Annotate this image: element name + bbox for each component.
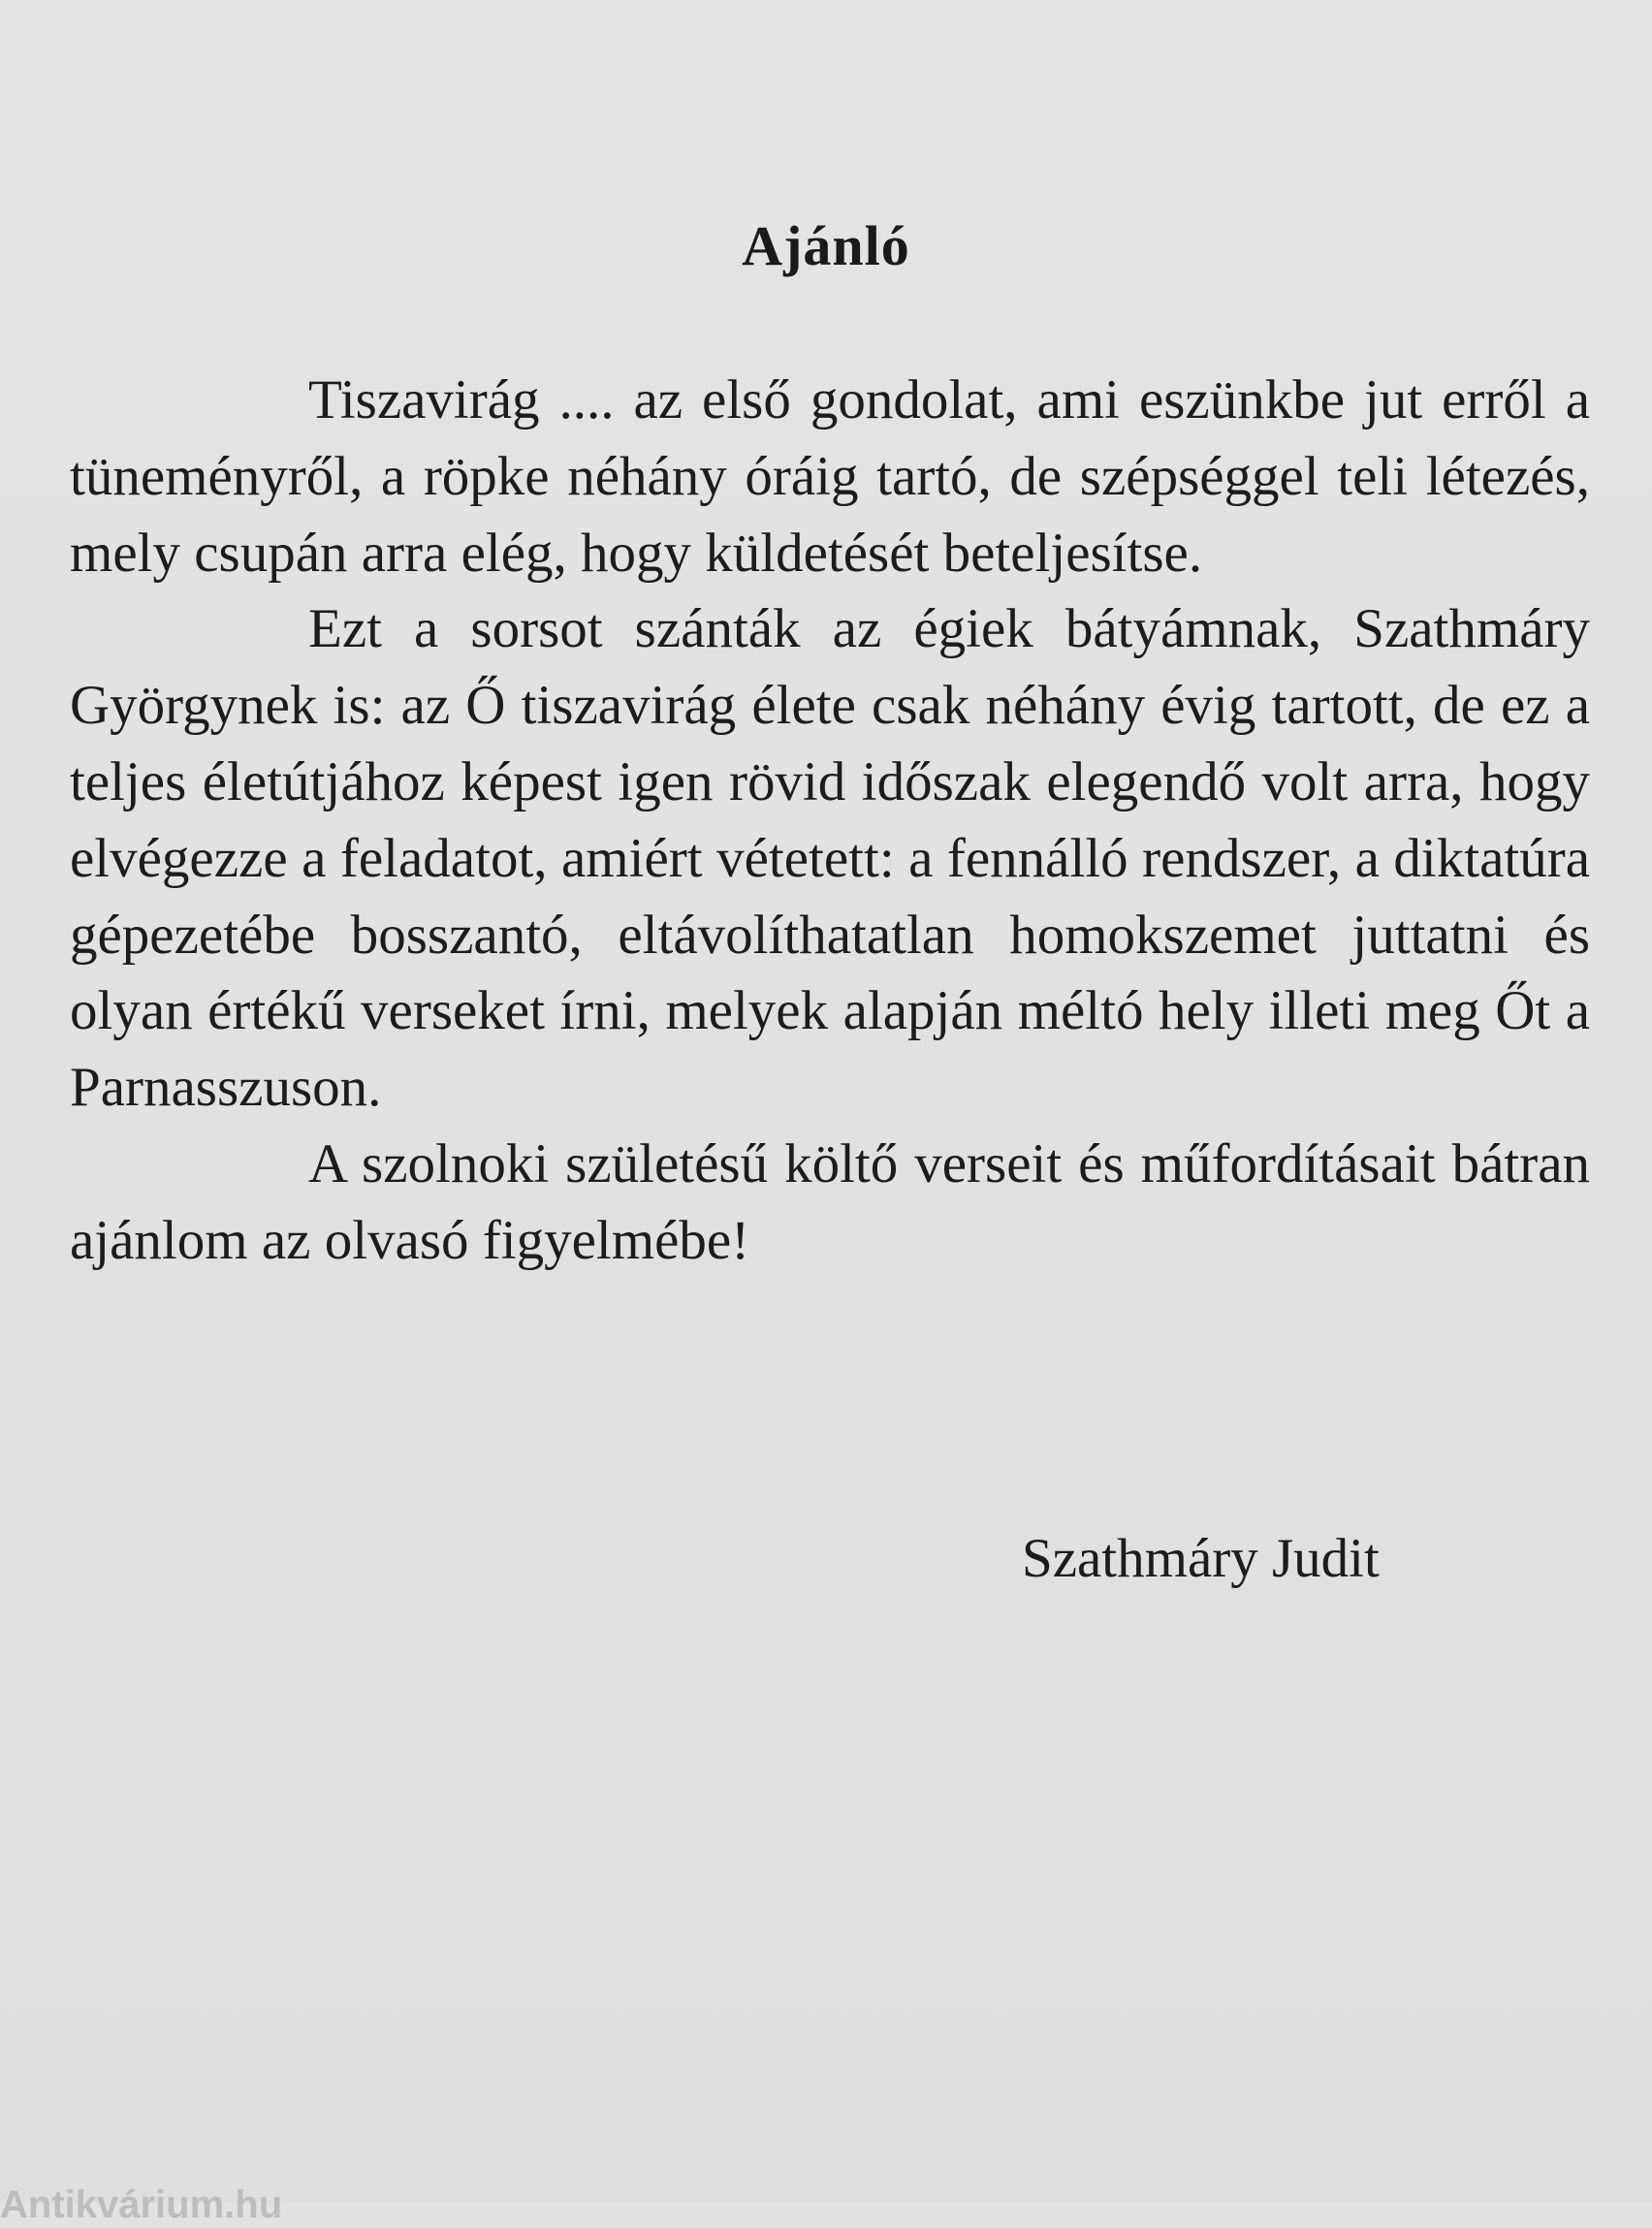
paragraph-2: Ezt a sorsot szánták az égiek bátyámnak, Szathmáry Györgynek is: az Ő tiszavirág élete csak néhány évig tartott, de ez a teljes életútjához képest igen rövid időszak elegendő volt arra, hogy elvégezze a feladatot, amiért vétetett: a fennálló rendszer, a diktatúra gépezetébe bosszantó, eltávolíthatatlan homokszemet juttatni és olyan értékű verseket írni, melyek alapján méltó hely illeti meg Őt a Parnasszuson.: [70, 598, 1590, 1119]
signature: Szathmáry Judit: [1022, 1528, 1380, 1589]
paragraph-1: Tiszavirág .... az első gondolat, ami eszünkbe jut erről a tüneményről, a röpke néhány óráig tartó, de szépséggel teli létezés, mely csupán arra elég, hogy küldetését beteljesítse.: [70, 369, 1590, 584]
watermark: Antikvárium.hu: [0, 2183, 283, 2226]
page-title: Ajánló: [742, 214, 910, 277]
paragraph-3: A szolnoki születésű költő verseit és műfordításait bátran ajánlom az olvasó figyelmébe!: [70, 1132, 1590, 1271]
body-text: [70, 363, 1590, 1280]
